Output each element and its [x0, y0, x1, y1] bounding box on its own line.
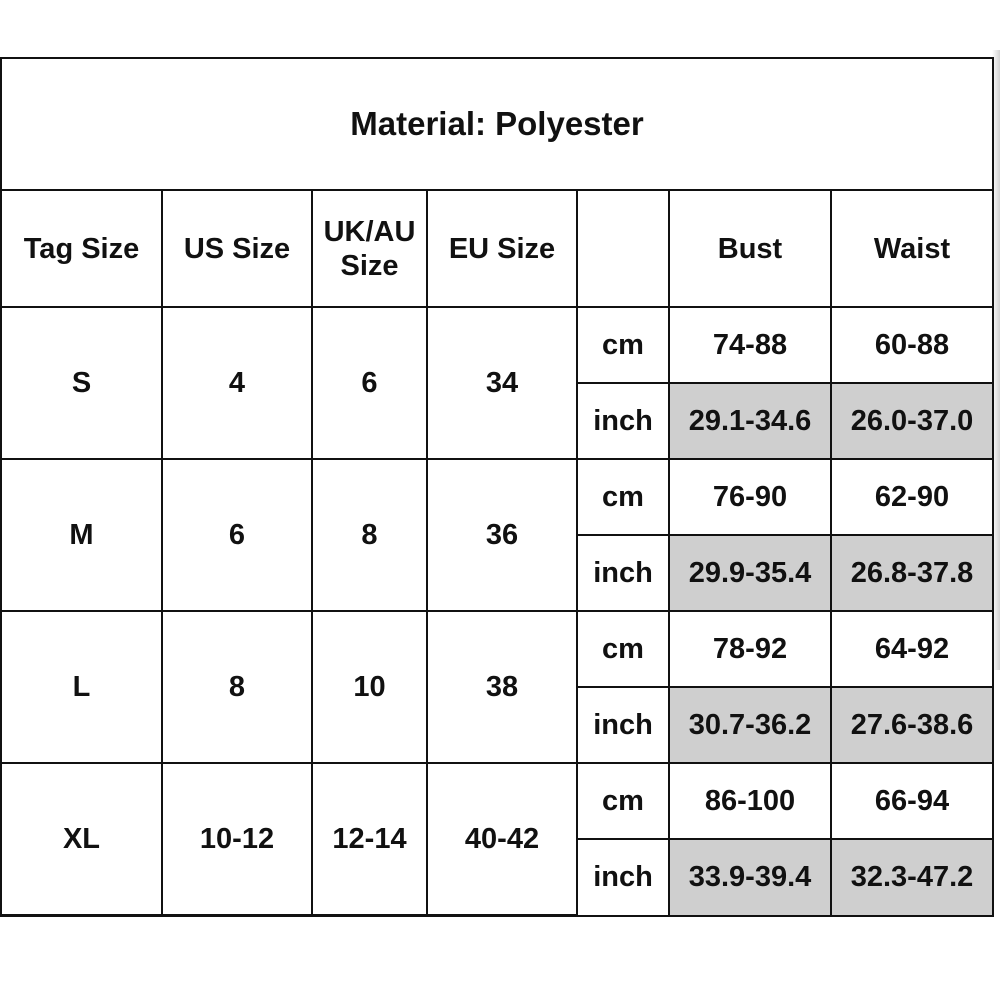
page-edge-shadow	[992, 50, 1000, 670]
size-chart	[0, 57, 994, 917]
unit-inch-cell: inch	[577, 535, 669, 611]
bust-inch-cell: 29.9-35.4	[669, 535, 831, 611]
bust-cm-cell: 74-88	[669, 307, 831, 383]
table-row	[2, 763, 992, 839]
waist-cm-cell: 66-94	[831, 763, 992, 839]
unit-cm-cell: cm	[577, 611, 669, 687]
waist-cm-cell: 62-90	[831, 459, 992, 535]
header-ukau-size: UK/AU Size	[312, 191, 427, 307]
unit-cm-cell: cm	[577, 307, 669, 383]
ukau-size-cell: 8	[312, 459, 427, 611]
waist-inch-cell: 26.0-37.0	[831, 383, 992, 459]
waist-cm-cell: 60-88	[831, 307, 992, 383]
table-row	[2, 307, 992, 383]
header-eu-size: EU Size	[427, 191, 577, 307]
waist-inch-cell: 32.3-47.2	[831, 839, 992, 915]
chart-title: Material: Polyester	[2, 59, 992, 191]
unit-inch-cell: inch	[577, 687, 669, 763]
unit-cm-cell: cm	[577, 459, 669, 535]
waist-inch-cell: 27.6-38.6	[831, 687, 992, 763]
us-size-cell: 10-12	[162, 763, 312, 915]
bust-inch-cell: 33.9-39.4	[669, 839, 831, 915]
table-row	[2, 459, 992, 535]
unit-inch-cell: inch	[577, 383, 669, 459]
us-size-cell: 8	[162, 611, 312, 763]
header-tag-size: Tag Size	[2, 191, 162, 307]
bust-cm-cell: 76-90	[669, 459, 831, 535]
waist-cm-cell: 64-92	[831, 611, 992, 687]
table-row	[2, 611, 992, 687]
header-row	[2, 191, 992, 307]
header-bust: Bust	[669, 191, 831, 307]
header-unit	[577, 191, 669, 307]
ukau-size-cell: 6	[312, 307, 427, 459]
unit-cm-cell: cm	[577, 763, 669, 839]
ukau-size-cell: 12-14	[312, 763, 427, 915]
ukau-size-cell: 10	[312, 611, 427, 763]
bust-inch-cell: 30.7-36.2	[669, 687, 831, 763]
us-size-cell: 6	[162, 459, 312, 611]
bust-cm-cell: 78-92	[669, 611, 831, 687]
tag-size-cell: XL	[2, 763, 162, 915]
unit-inch-cell: inch	[577, 839, 669, 915]
size-table	[2, 191, 992, 916]
header-us-size: US Size	[162, 191, 312, 307]
eu-size-cell: 38	[427, 611, 577, 763]
waist-inch-cell: 26.8-37.8	[831, 535, 992, 611]
tag-size-cell: L	[2, 611, 162, 763]
bust-inch-cell: 29.1-34.6	[669, 383, 831, 459]
eu-size-cell: 40-42	[427, 763, 577, 915]
tag-size-cell: S	[2, 307, 162, 459]
bust-cm-cell: 86-100	[669, 763, 831, 839]
eu-size-cell: 36	[427, 459, 577, 611]
header-waist: Waist	[831, 191, 992, 307]
eu-size-cell: 34	[427, 307, 577, 459]
us-size-cell: 4	[162, 307, 312, 459]
tag-size-cell: M	[2, 459, 162, 611]
